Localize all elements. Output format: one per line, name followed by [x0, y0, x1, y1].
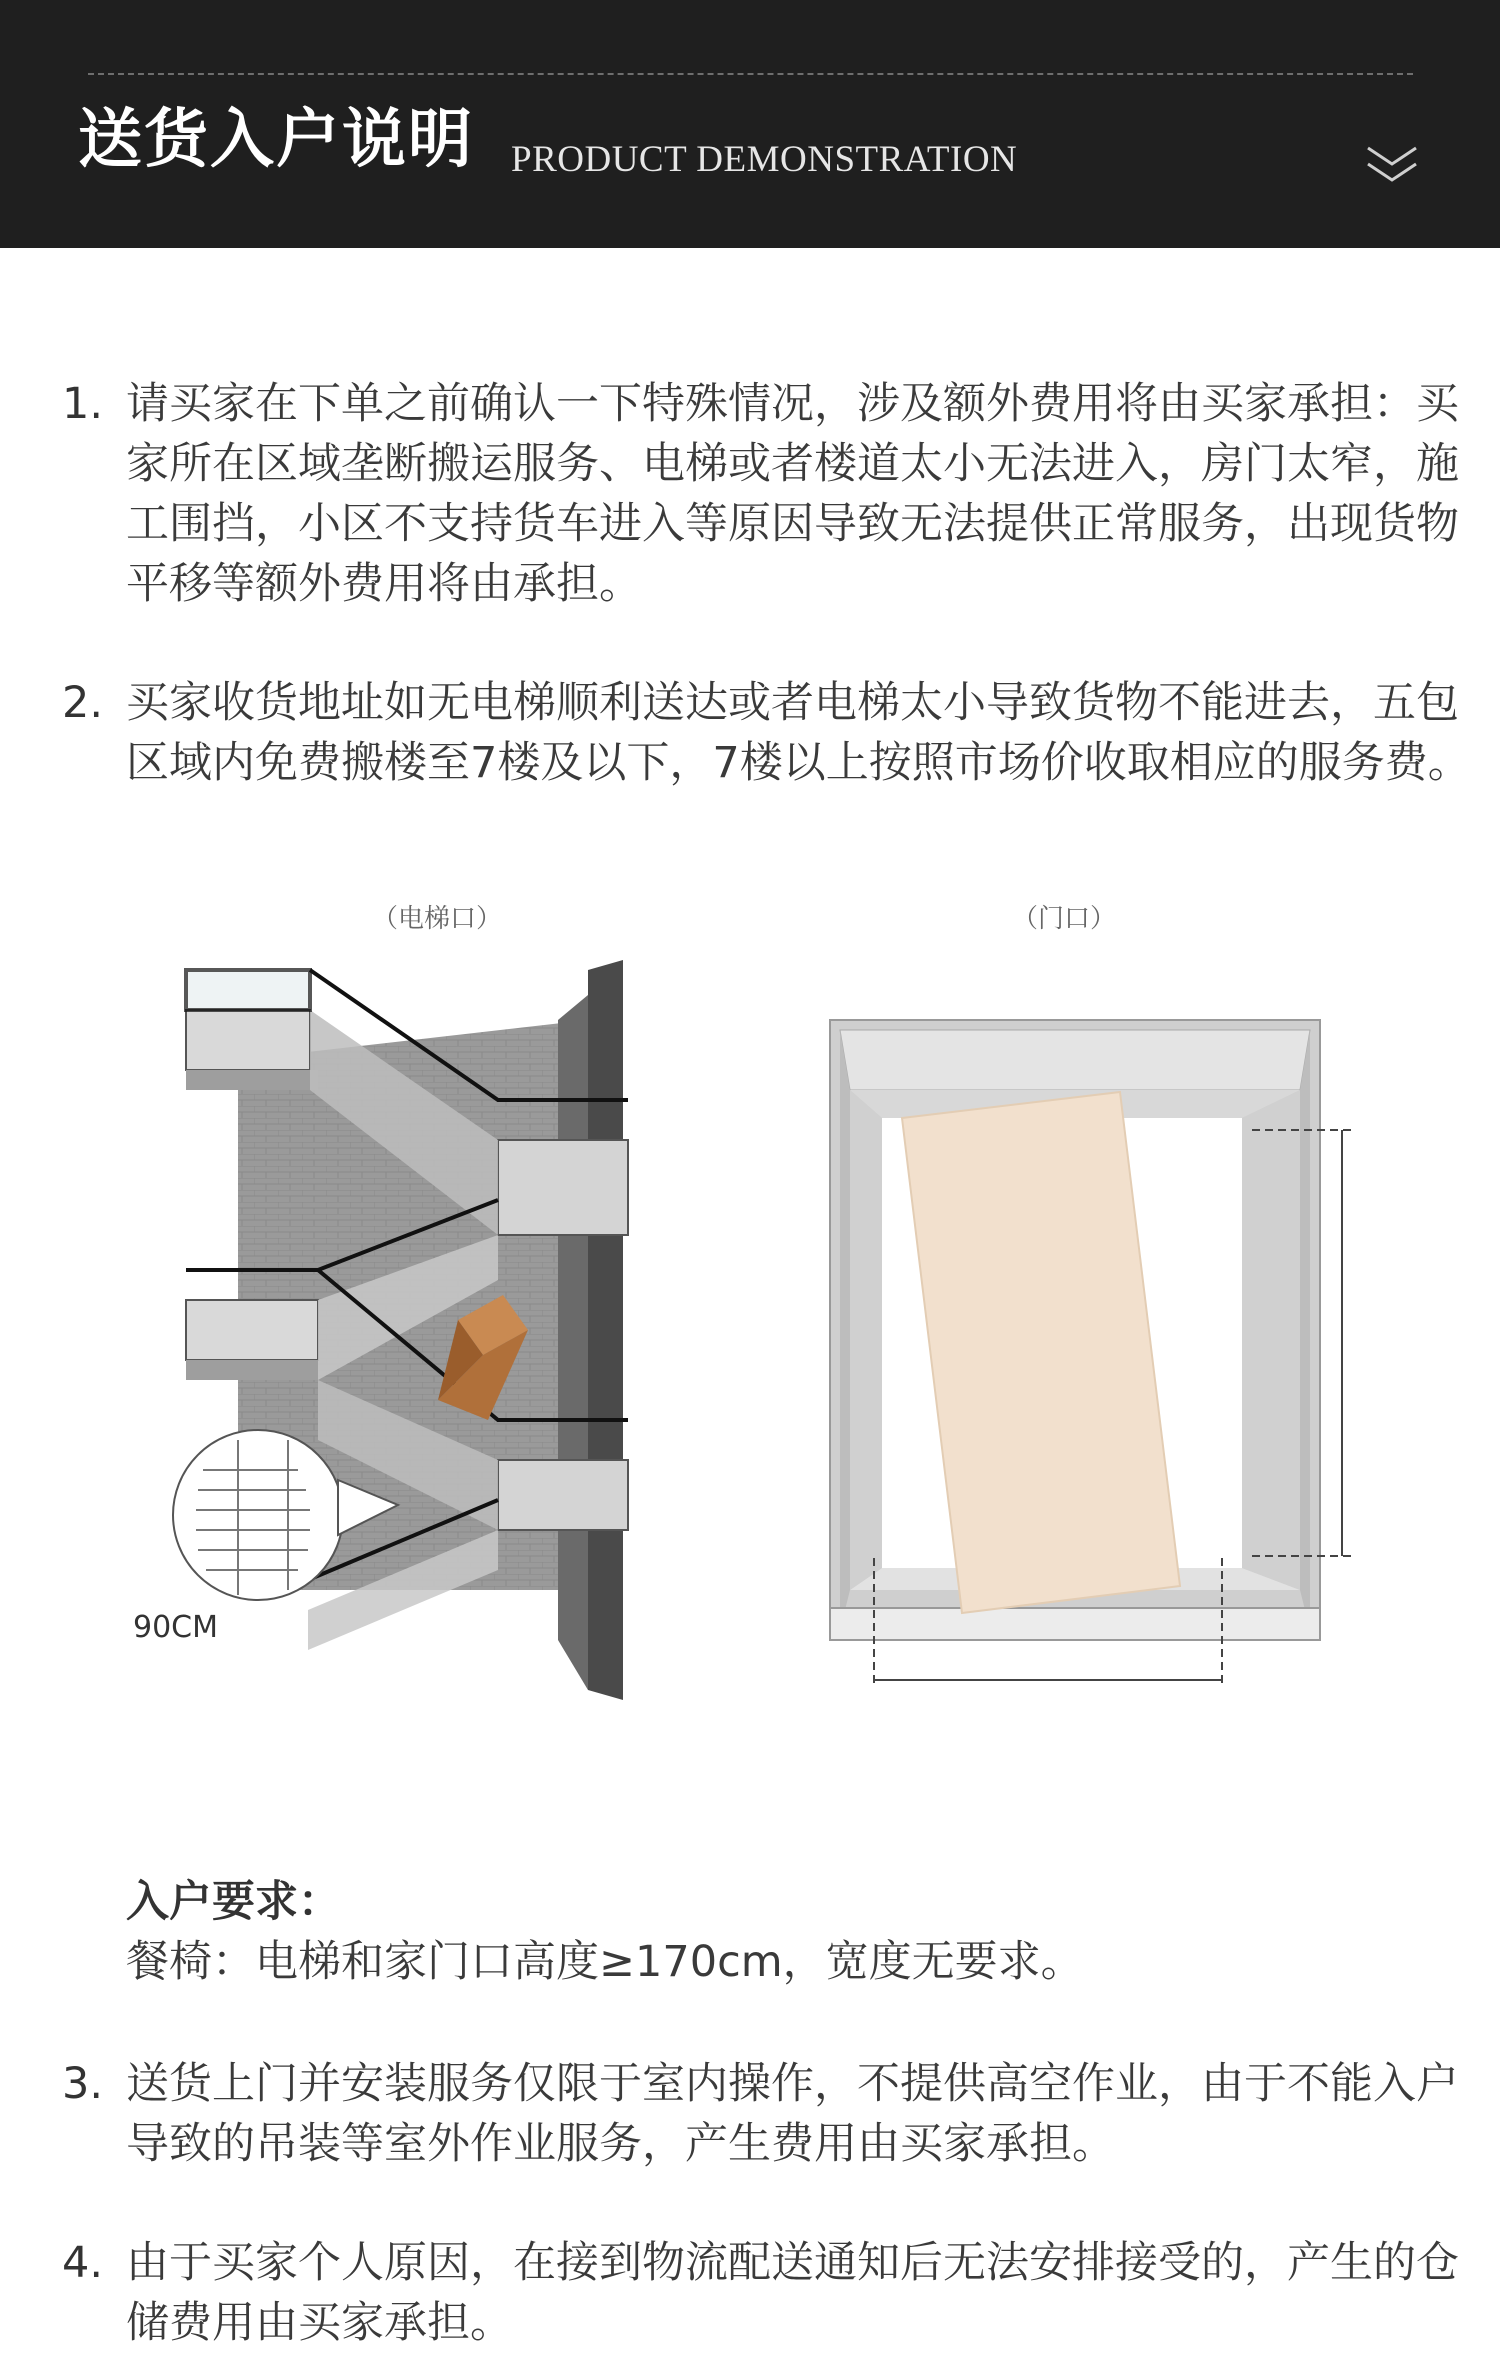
item-text: 请买家在下单之前确认一下特殊情况，涉及额外费用将由买家承担：买家所在区域垄断搬运服务、电梯或者楼道太小无法进入，房门太窄，施工围挡，小区不支持货车进入等原因导致无法提供正常服务，出现货物平移等额外费用将由承担。 — [126, 379, 1459, 609]
elevator-caption: （电梯口） — [372, 904, 503, 934]
item-text: 送货上门并安装服务仅限于室内操作，不提供高空作业，由于不能入户导致的吊装等室外作业服务，产生费用由买家承担。 — [126, 2059, 1459, 2169]
item-text: 由于买家个人原因，在接到物流配送通知后无法安排接受的，产生的仓储费用由买家承担。 — [126, 2238, 1459, 2348]
page-subtitle: PRODUCT DEMONSTRATION — [511, 139, 1018, 180]
door-caption: （门口） — [1012, 904, 1117, 934]
item-number: 4. — [62, 2238, 104, 2288]
page-header — [0, 0, 1500, 248]
requirements-title: 入户要求： — [126, 1877, 341, 1927]
item-number: 1. — [62, 379, 104, 429]
page-title: 送货入户说明 — [78, 102, 474, 177]
entry-requirements — [126, 1872, 1426, 1992]
item-number: 2. — [62, 678, 104, 728]
double-chevron-down-icon — [1362, 140, 1422, 186]
requirements-line: 餐椅：电梯和家门口高度≥170cm，宽度无要求。 — [126, 1937, 1084, 1987]
doorway-illustration — [822, 1008, 1362, 1708]
stairwell-illustration — [158, 950, 658, 1710]
header-dashed-rule — [88, 73, 1413, 75]
list-item — [62, 2233, 1459, 2353]
item-number: 3. — [62, 2059, 104, 2109]
list-item — [62, 374, 1459, 614]
width-dimension-label: 90CM — [133, 1610, 219, 1645]
list-item — [62, 2054, 1459, 2174]
list-item — [62, 673, 1471, 853]
item-text: 买家收货地址如无电梯顺利送达或者电梯太小导致货物不能进去，五包区域内免费搬楼至7楼及以下，7楼以上按照市场价收取相应的服务费。 — [126, 678, 1471, 788]
